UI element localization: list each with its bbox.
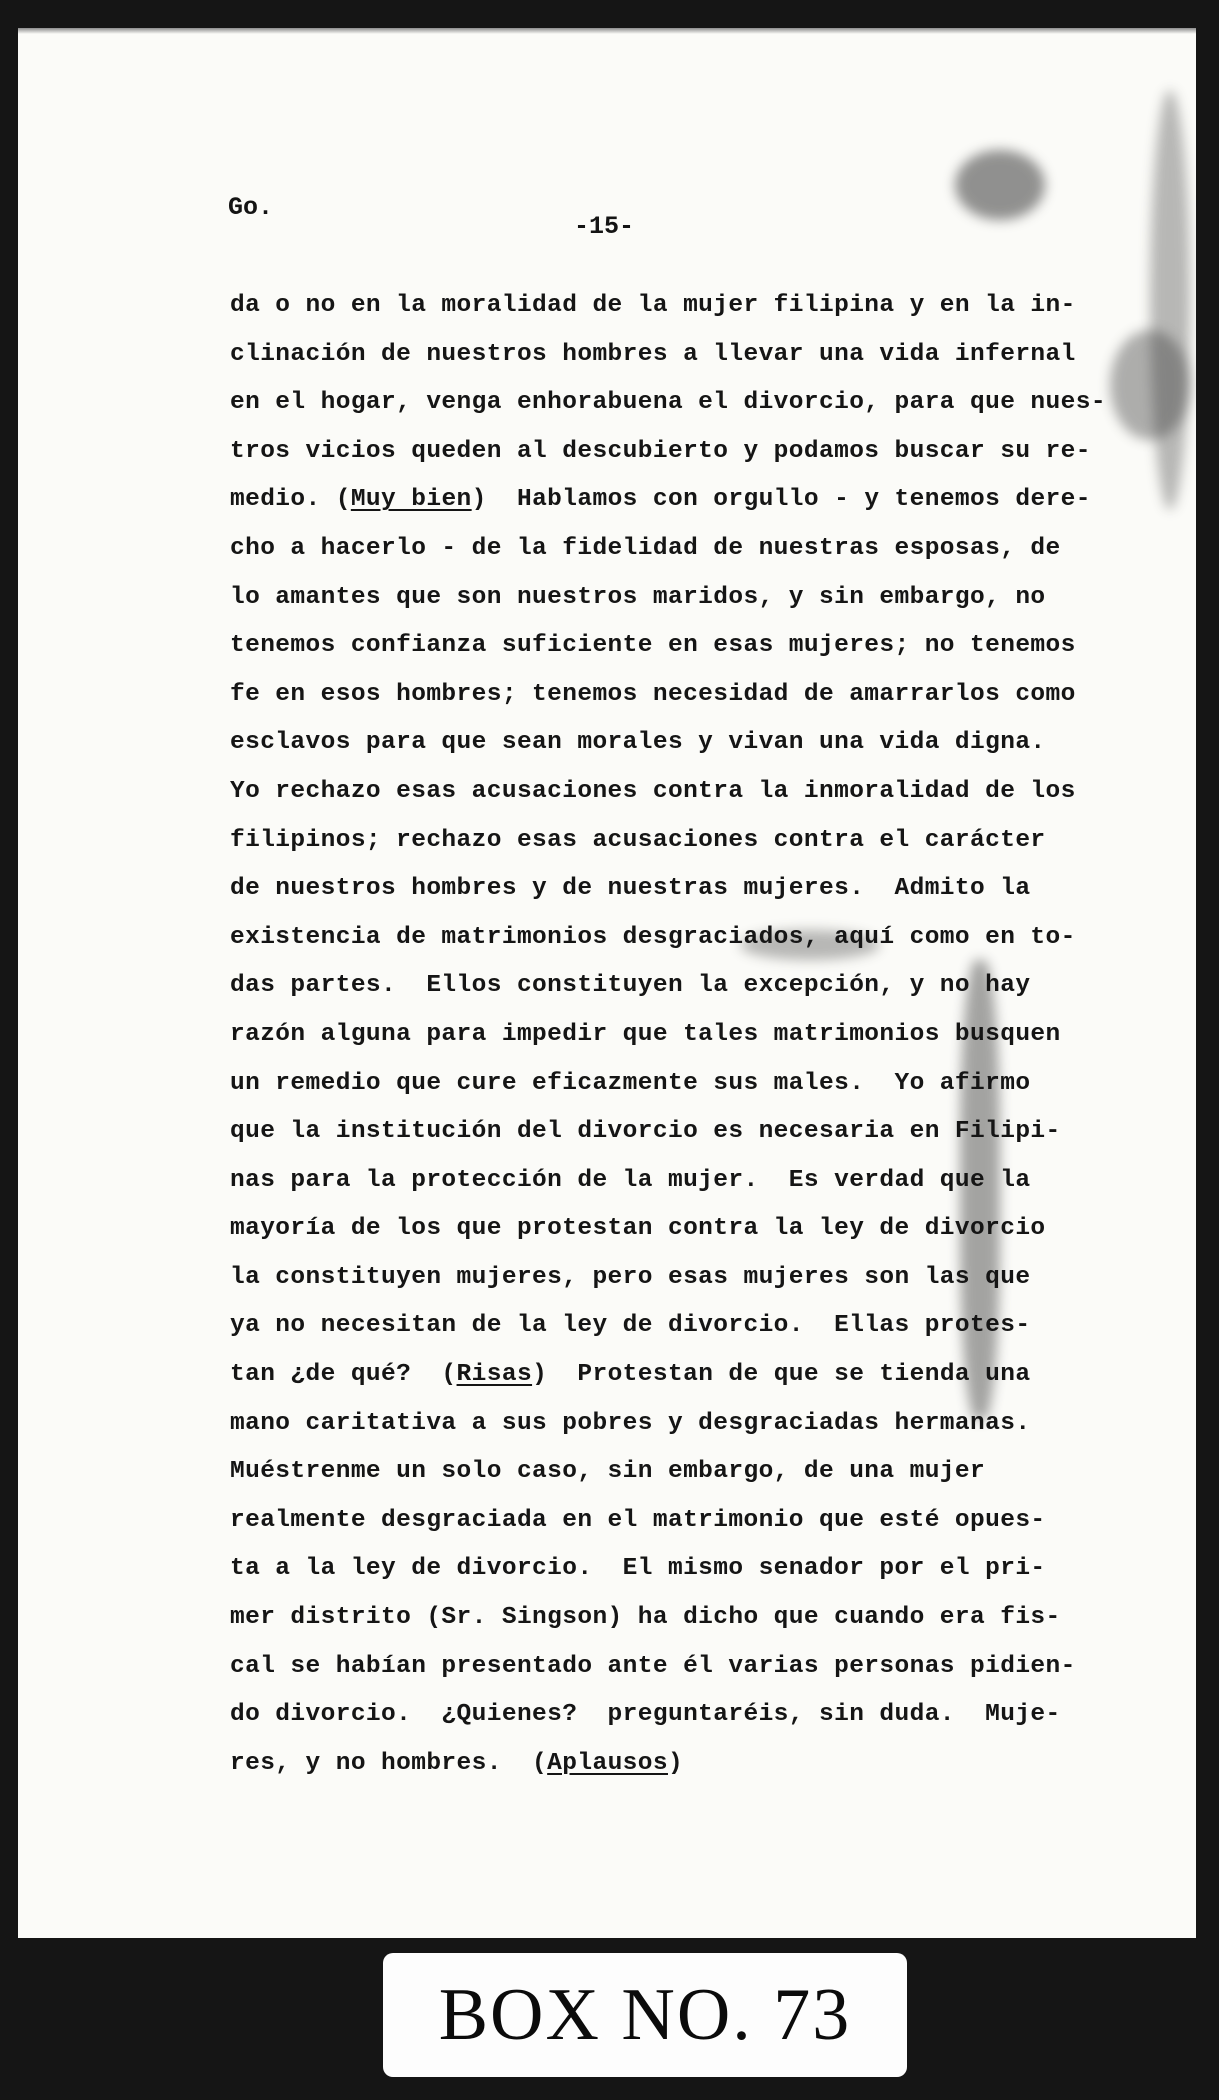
text-segment: da o no en la moralidad de la mujer filipina y en la in- xyxy=(230,292,1076,319)
text-segment: mer distrito (Sr. Singson) ha dicho que cuando era fis- xyxy=(230,1604,1061,1632)
text-segment: nas para la protección de la mujer. Es verdad que la xyxy=(230,1166,1031,1194)
text-line xyxy=(230,1108,1080,1157)
text-line xyxy=(230,1157,1080,1206)
text-line xyxy=(230,476,1091,525)
text-segment: mano caritativa a sus pobres y desgraciadas hermanas. xyxy=(230,1409,1031,1437)
text-segment: medio. ( xyxy=(230,486,351,514)
text-line xyxy=(230,719,1080,768)
underlined-annotation: Muy bien xyxy=(350,486,472,514)
text-segment: clinación de nuestros hombres a llevar una vida infernal xyxy=(230,340,1076,368)
text-segment: fe en esos hombres; tenemos necesidad de amarrarlos como xyxy=(230,680,1076,708)
page-number: -15- xyxy=(574,212,635,241)
text-line xyxy=(230,1400,1080,1449)
text-segment: ya no necesitan de la ley de divorcio. Ellas protes- xyxy=(230,1312,1031,1340)
text-line xyxy=(230,1691,1080,1740)
text-line xyxy=(230,1351,1080,1400)
corner-label: Go. xyxy=(228,193,274,222)
text-segment: filipinos; rechazo esas acusaciones contra el carácter xyxy=(230,826,1046,854)
text-line xyxy=(230,1060,1080,1109)
text-segment: tan ¿de qué? ( xyxy=(230,1361,457,1389)
text-segment: razón alguna para impedir que tales matrimonios busquen xyxy=(230,1020,1061,1048)
text-segment: lo amantes que son nuestros maridos, y sin embargo, no xyxy=(230,583,1046,611)
text-line xyxy=(230,574,1080,623)
text-line xyxy=(230,525,1080,574)
text-line xyxy=(230,1643,1080,1692)
text-segment: existencia de matrimonios desgraciados, aquí como en to- xyxy=(230,923,1076,951)
box-number-label: BOX NO. 73 xyxy=(383,1953,907,2077)
text-line xyxy=(230,1594,1080,1643)
text-line xyxy=(230,962,1080,1011)
page-edge xyxy=(18,28,1196,34)
text-line xyxy=(230,1302,1080,1351)
text-segment: ) Protestan de que se tienda una xyxy=(532,1361,1031,1389)
text-line xyxy=(230,1497,1080,1546)
text-line xyxy=(230,817,1080,866)
text-segment: cho a hacerlo - de la fidelidad de nuestras esposas, de xyxy=(230,534,1061,562)
text-segment: la constituyen mujeres, pero esas mujeres son las que xyxy=(230,1263,1031,1291)
text-segment: Yo rechazo esas acusaciones contra la inmoralidad de los xyxy=(230,777,1076,805)
text-segment: en el hogar, venga enhorabuena el divorcio, para que nues- xyxy=(230,389,1106,417)
text-segment: res, y no hombres. ( xyxy=(230,1749,548,1777)
text-line xyxy=(230,1011,1080,1060)
text-segment: Muéstrenme un solo caso, sin embargo, de una mujer xyxy=(230,1458,986,1486)
text-segment: de nuestros hombres y de nuestras mujeres. Admito la xyxy=(230,875,1031,903)
text-line xyxy=(230,865,1080,914)
text-line xyxy=(230,282,1080,331)
text-line xyxy=(230,428,1091,477)
text-segment: mayoría de los que protestan contra la ley de divorcio xyxy=(230,1215,1046,1243)
text-line xyxy=(230,1448,1080,1497)
text-segment: das partes. Ellos constituyen la excepción, y no hay xyxy=(230,972,1031,1000)
text-segment: realmente desgraciada en el matrimonio que esté opues- xyxy=(230,1506,1046,1534)
text-line xyxy=(230,622,1080,671)
text-segment: do divorcio. ¿Quienes? preguntaréis, sin duda. Muje- xyxy=(230,1701,1061,1729)
text-line xyxy=(230,768,1080,817)
text-line xyxy=(230,1254,1080,1303)
text-segment: ta a la ley de divorcio. El mismo senador por el pri- xyxy=(230,1555,1046,1583)
text-segment: ) xyxy=(667,1749,684,1777)
text-line xyxy=(230,1205,1080,1254)
text-line xyxy=(230,1545,1080,1594)
text-line xyxy=(230,379,1106,428)
underlined-annotation: Aplausos xyxy=(547,1749,668,1777)
text-segment: cal se habían presentado ante él varias personas pidien- xyxy=(230,1652,1076,1680)
text-line xyxy=(230,331,1080,380)
text-segment: un remedio que cure eficazmente sus males. Yo afirmo xyxy=(230,1069,1031,1097)
text-segment: que la institución del divorcio es necesaria en Filipi- xyxy=(230,1118,1061,1146)
text-segment: esclavos para que sean morales y vivan una vida digna. xyxy=(230,729,1046,757)
text-segment: ) Hablamos con orgullo - y tenemos dere- xyxy=(471,486,1091,514)
text-line xyxy=(230,914,1080,963)
underlined-annotation: Risas xyxy=(456,1361,533,1389)
text-line xyxy=(230,1740,1080,1789)
typed-body-text xyxy=(230,282,1106,1788)
text-segment: tros vicios queden al descubierto y podamos buscar su re- xyxy=(230,437,1091,465)
text-line xyxy=(230,671,1080,720)
text-segment: tenemos confianza suficiente en esas mujeres; no tenemos xyxy=(230,632,1076,660)
